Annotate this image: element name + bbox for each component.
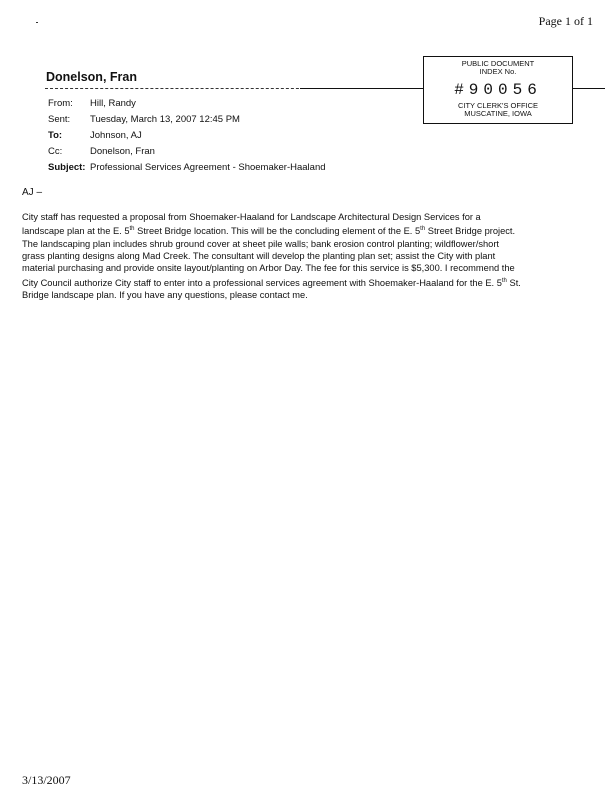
header-label: Sent: — [48, 114, 71, 125]
header-row — [48, 146, 155, 157]
stamp-line4: MUSCATINE, IOWA — [464, 109, 532, 118]
header-value: Professional Services Agreement - Shoemaker-Haaland — [90, 162, 326, 173]
scan-speck — [36, 22, 38, 23]
body-line: landscape plan at the E. 5th Street Bridge location. This will be the concluding element of the E. 5th Street Bridge project. — [22, 226, 516, 237]
stamp-line2: INDEX No. — [479, 67, 517, 76]
stamp-line3: CITY CLERK'S OFFICE — [457, 101, 539, 110]
body-line: The landscaping plan includes shrub ground cover at sheet pile walls; bank erosion control planting; wildflower/short — [22, 238, 499, 249]
header-label: Cc: — [48, 146, 63, 157]
sender-name: Donelson, Fran — [46, 70, 137, 84]
header-label: Subject: — [48, 162, 86, 173]
footer-date: 3/13/2007 — [22, 773, 71, 787]
body-line: Bridge landscape plan. If you have any questions, please contact me. — [22, 289, 308, 300]
public-document-stamp — [423, 56, 573, 124]
header-label: From: — [48, 98, 73, 109]
body-line: City Council authorize City staff to enter into a professional services agreement with Shoemaker-Haaland for the E. 5th St. — [22, 277, 521, 288]
header-row — [48, 98, 136, 109]
email-body — [22, 211, 521, 301]
header-value: Hill, Randy — [90, 98, 136, 109]
header-row — [48, 162, 326, 173]
body-line: grass planting designs along Mad Creek. The consultant will develop the planting plan set; assist the City with plant — [22, 250, 496, 261]
greeting: AJ – — [22, 187, 43, 198]
header-value: Johnson, AJ — [90, 130, 142, 141]
page-number: Page 1 of 1 — [538, 14, 593, 28]
header-row — [48, 114, 240, 125]
header-value: Donelson, Fran — [90, 146, 155, 157]
stamp-line1: PUBLIC DOCUMENT — [461, 59, 535, 68]
body-line: material purchasing and provide onsite layout/planting on Arbor Day. The fee for this service is $5,300. I recommend the — [22, 263, 515, 274]
header-row — [48, 130, 142, 141]
header-label: To: — [48, 130, 63, 141]
header-value: Tuesday, March 13, 2007 12:45 PM — [90, 114, 240, 125]
body-line: City staff has requested a proposal from Shoemaker-Haaland for Landscape Architectural Design Services for a — [22, 212, 481, 222]
stamp-index-number: #90056 — [454, 81, 542, 99]
